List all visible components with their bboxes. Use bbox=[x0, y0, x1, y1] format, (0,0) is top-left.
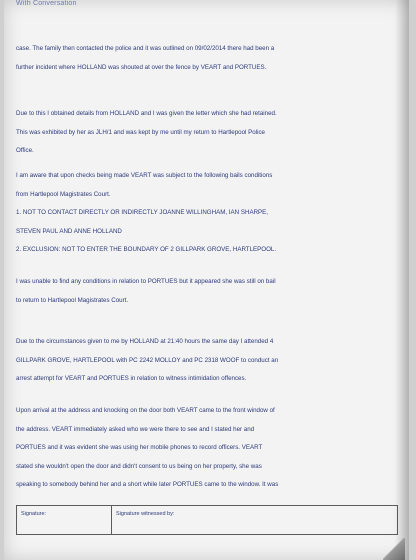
text-line: 2. EXCLUSION: NOT TO ENTER THE BOUNDARY OF 2 GILLPARK GROVE, HARTLEPOOL. bbox=[16, 246, 277, 254]
text-line: I am aware that upon checks being made VEART was subject to the following bails conditions bbox=[16, 172, 273, 179]
text-line: Office. bbox=[16, 147, 34, 155]
text-line: arrest attempt for VEART and PORTUES in relation to witness intimidation offences. bbox=[16, 375, 247, 383]
text-line: PORTUES and it was evident she was using her mobile phones to record officers. VEART bbox=[16, 444, 263, 452]
document-page bbox=[4, 0, 409, 560]
paragraph-2 bbox=[16, 105, 394, 161]
text-line: Due to the circumstances given to me by HOLLAND at 21:40 hours the same day I attended 4 bbox=[16, 338, 274, 345]
text-line: GILLPARK GROVE, HARTLEPOOL with PC 2242 MOLLOY and PC 2318 WOOF to conduct an bbox=[16, 356, 279, 364]
text-line: the address. VEART immediately asked who we were there to see and I stated her and bbox=[16, 425, 255, 433]
paragraph-3 bbox=[16, 167, 394, 260]
paragraph-5 bbox=[16, 333, 394, 389]
signature-box bbox=[16, 505, 398, 535]
text-line: from Hartlepool Magistrates Court. bbox=[16, 190, 111, 198]
text-line: This was exhibited by her as JLH/1 and was kept by me until my return to Hartlepool Police bbox=[16, 128, 265, 136]
text-line: Upon arrival at the address and knocking on the door both VEART came to the front window of bbox=[16, 407, 275, 414]
signature-label: Signature: bbox=[17, 506, 112, 534]
text-line: to return to Hartlepool Magistrates Court. bbox=[16, 296, 129, 304]
page-corner-curl bbox=[383, 538, 405, 560]
page-edge-shadow bbox=[395, 0, 409, 560]
paragraph-4 bbox=[16, 273, 394, 310]
paragraph-1 bbox=[16, 40, 394, 77]
witness-signature-label: Signature witnessed by: bbox=[116, 511, 175, 517]
text-line: stated she wouldn't open the door and didn't consent to us being on her property, she was bbox=[16, 462, 262, 470]
text-line: I was unable to find any conditions in relation to PORTUES but it appeared she was still on bail bbox=[16, 278, 276, 285]
text-line: further incident where HOLLAND was shouted at over the fence by VEART and PORTUES. bbox=[16, 63, 267, 71]
header-fragment: With Conversation bbox=[16, 0, 77, 7]
text-line: 1. NOT TO CONTACT DIRECTLY OR INDIRECTLY JOANNE WILLINGHAM, IAN SHARPE, bbox=[16, 209, 269, 217]
paragraph-6 bbox=[16, 402, 394, 495]
text-line: speaking to somebody behind her and a short while later PORTUES came to the window. It was bbox=[16, 481, 279, 489]
text-line: STEVEN PAUL AND ANNE HOLLAND bbox=[16, 227, 122, 235]
text-line: case. The family then contacted the police and it was outlined on 09/02/2014 there had been a bbox=[16, 45, 275, 52]
text-line: Due to this I obtained details from HOLLAND and I was given the letter which she had retained. bbox=[16, 110, 277, 117]
